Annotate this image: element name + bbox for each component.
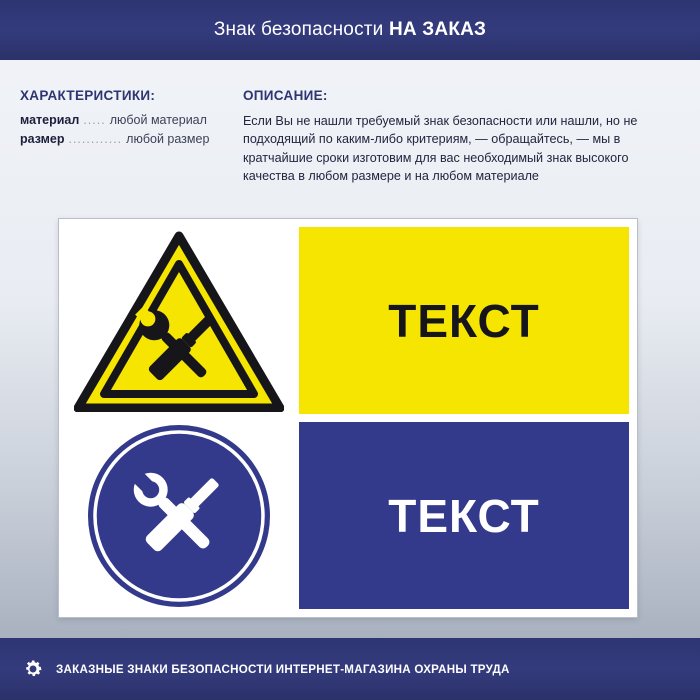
mandatory-circle-tools-icon [84, 422, 274, 609]
spec-value: любой размер [126, 132, 210, 146]
page-title-plain: Знак безопасности [213, 19, 389, 40]
spec-row [20, 113, 225, 127]
mandatory-sign-cell [67, 422, 291, 609]
spec-dots: ..... [83, 113, 106, 127]
sign-preview-card [58, 218, 638, 618]
gear-icon [22, 658, 44, 680]
info-section [20, 88, 680, 185]
page-title [214, 19, 486, 41]
sign-grid [67, 227, 629, 609]
yellow-panel-text: ТЕКСТ [388, 294, 540, 347]
spec-dots: ............ [68, 132, 123, 146]
spec-value: любой материал [109, 113, 207, 127]
description-text: Если Вы не нашли требуемый знак безопасности или нашли, но не подходящий по каким-либо критериям, — обращайтесь, — мы в кратчайшие сроки изготовим для вас необходимый знак высокого качества в любом размере и на любом материале [243, 114, 638, 183]
blue-text-panel [299, 422, 629, 609]
description-block [243, 88, 680, 185]
footer-bar [0, 638, 700, 700]
header-bar [0, 0, 700, 60]
yellow-text-panel [299, 227, 629, 414]
blue-panel-text: ТЕКСТ [388, 489, 540, 542]
footer-text: ЗАКАЗНЫЕ ЗНАКИ БЕЗОПАСНОСТИ ИНТЕРНЕТ-МАГАЗИНА ОХРАНЫ ТРУДА [56, 662, 510, 676]
specifications-title: ХАРАКТЕРИСТИКИ: [20, 88, 156, 103]
specifications-block [20, 88, 225, 185]
spec-row [20, 132, 225, 146]
warning-sign-cell [67, 227, 291, 414]
description-title: ОПИСАНИЕ: [243, 88, 328, 103]
warning-triangle-tools-icon [74, 230, 284, 412]
spec-key: материал [20, 113, 80, 127]
spec-key: размер [20, 132, 65, 146]
page-title-bold: НА ЗАКАЗ [388, 19, 487, 40]
